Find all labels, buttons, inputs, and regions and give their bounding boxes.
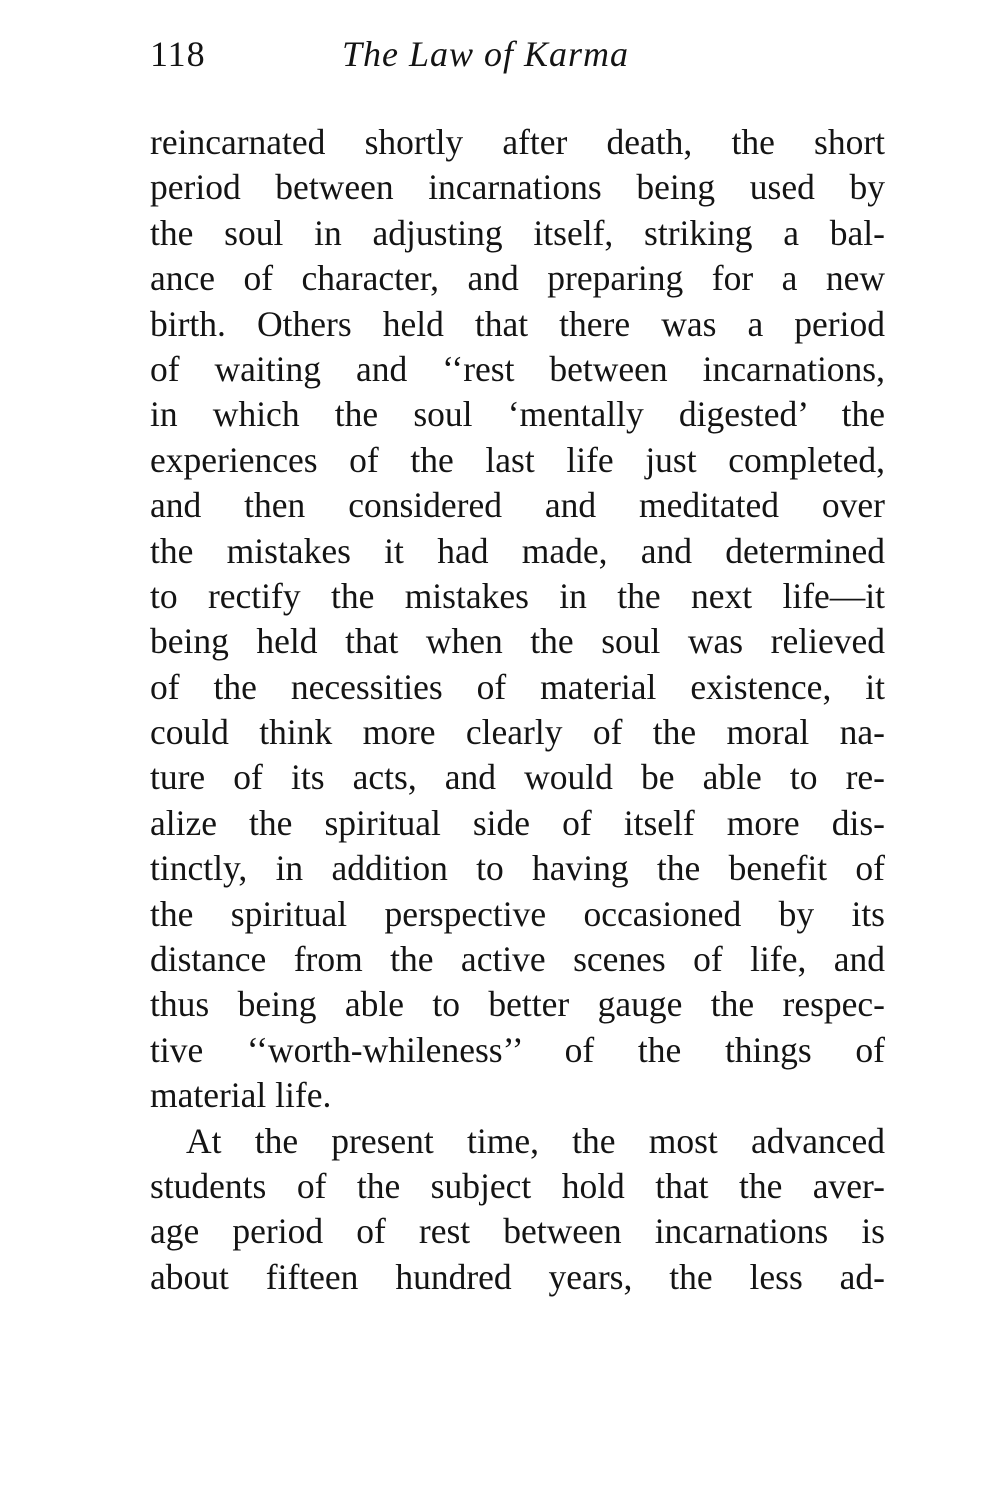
text-line: reincarnated shortly after death, the short (150, 122, 885, 162)
text-line: ance of character, and preparing for a new (150, 258, 885, 299)
text-line: the mistakes it had made, and determined (150, 530, 885, 571)
text-line: the soul in adjusting itself, striking a bal- (150, 212, 885, 253)
body-text (150, 120, 885, 1300)
text-line: thus being able to better gauge the respec- (150, 984, 885, 1025)
paragraph-2 (150, 1119, 885, 1301)
text-line: tinctly, in addition to having the benefit of (150, 848, 885, 889)
text-line: and then considered and meditated over (150, 485, 885, 526)
text-line: period between incarnations being used by (150, 167, 885, 208)
text-line: of the necessities of material existence, it (150, 666, 885, 707)
book-title: The Law of Karma (342, 34, 630, 74)
text-line: alize the spiritual side of itself more dis- (150, 802, 885, 843)
text-line: material life. (150, 1075, 332, 1116)
page-number: 118 (150, 34, 206, 74)
text-line: tive ‘‘worth-whileness’’ of the things of (150, 1029, 885, 1070)
running-head (150, 28, 885, 80)
text-line: experiences of the last life just completed, (150, 439, 885, 480)
text-line: distance from the active scenes of life, and (150, 939, 885, 980)
paragraph-1 (150, 120, 885, 1119)
text-line: birth. Others held that there was a period (150, 303, 885, 344)
text-line: the spiritual perspective occasioned by its (150, 893, 885, 934)
text-line: could think more clearly of the moral na- (150, 712, 885, 753)
text-line: ture of its acts, and would be able to re- (150, 757, 885, 798)
text-line: At the present time, the most advanced (186, 1120, 885, 1161)
text-line: of waiting and ‘‘rest between incarnations, (150, 348, 885, 389)
text-line: students of the subject hold that the aver- (150, 1165, 885, 1206)
text-line: in which the soul ‘mentally digested’ the (150, 394, 885, 435)
text-line: about fifteen hundred years, the less ad- (150, 1256, 885, 1297)
text-line: to rectify the mistakes in the next life—it (150, 575, 885, 616)
text-line: being held that when the soul was relieved (150, 621, 885, 662)
text-line: age period of rest between incarnations is (150, 1211, 885, 1252)
